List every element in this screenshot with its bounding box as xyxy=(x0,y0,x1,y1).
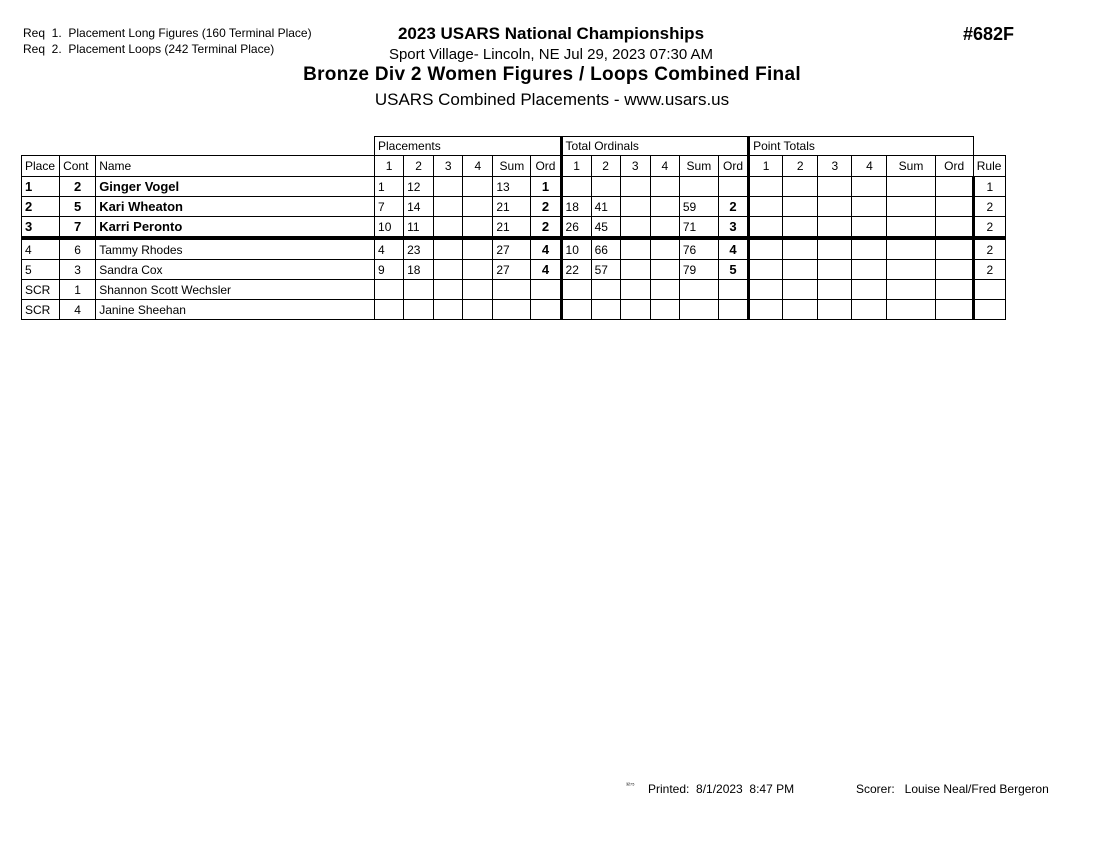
cell-points-2 xyxy=(783,197,818,217)
cell-ordinal-ord: 3 xyxy=(718,217,748,239)
cell-points-4 xyxy=(852,280,887,300)
cell-placement-4 xyxy=(463,217,493,239)
cell-ordinal-4 xyxy=(650,177,679,197)
requirement-1: Req 1. Placement Long Figures (160 Terminal Place) xyxy=(23,26,312,40)
cell-placement-4 xyxy=(463,280,493,300)
event-subtitle: USARS Combined Placements - www.usars.us xyxy=(374,90,730,109)
cell-placement-sum xyxy=(493,300,531,320)
col-header-points-2: 2 xyxy=(783,156,818,177)
column-header-row xyxy=(22,156,1006,177)
cell-placement-4 xyxy=(463,197,493,217)
cell-ordinal-3 xyxy=(620,197,650,217)
cell-place: 5 xyxy=(22,260,60,280)
table-row xyxy=(22,217,1006,239)
cell-placement-2 xyxy=(404,280,434,300)
cell-points-3 xyxy=(818,177,852,197)
table-row xyxy=(22,197,1006,217)
col-header-placement-ord: Ord xyxy=(531,156,561,177)
cell-ordinal-sum xyxy=(679,300,718,320)
cell-points-1 xyxy=(749,177,783,197)
cell-points-2 xyxy=(783,300,818,320)
cell-points-4 xyxy=(852,197,887,217)
table-row xyxy=(22,280,1006,300)
col-header-ordinal-ord: Ord xyxy=(718,156,748,177)
cell-placement-2: 12 xyxy=(404,177,434,197)
cell-name: Kari Wheaton xyxy=(96,197,375,217)
cell-ordinal-1: 10 xyxy=(561,238,591,260)
cell-ordinal-sum xyxy=(679,177,718,197)
cell-points-4 xyxy=(852,177,887,197)
cell-points-1 xyxy=(749,197,783,217)
cell-points-1 xyxy=(749,280,783,300)
col-header-placement-3: 3 xyxy=(434,156,463,177)
cell-place: SCR xyxy=(22,280,60,300)
footer-code: ³²⁷⁵ xyxy=(626,783,635,789)
table-row xyxy=(22,177,1006,197)
cell-placement-4 xyxy=(463,300,493,320)
cell-ordinal-sum: 76 xyxy=(679,238,718,260)
cell-placement-3 xyxy=(434,217,463,239)
competition-title: 2023 USARS National Championships xyxy=(397,24,705,43)
cell-ordinal-ord xyxy=(718,280,748,300)
cell-ordinal-ord xyxy=(718,177,748,197)
cell-cont: 4 xyxy=(60,300,96,320)
cell-ordinal-2 xyxy=(591,300,620,320)
cell-points-2 xyxy=(783,238,818,260)
cell-placement-ord: 4 xyxy=(531,238,561,260)
cell-rule: 1 xyxy=(973,177,1005,197)
cell-placement-3 xyxy=(434,177,463,197)
cell-place: 4 xyxy=(22,238,60,260)
cell-ordinal-1 xyxy=(561,177,591,197)
col-header-ordinal-1: 1 xyxy=(561,156,591,177)
cell-points-2 xyxy=(783,280,818,300)
cell-placement-ord: 2 xyxy=(531,197,561,217)
cell-placement-2 xyxy=(404,300,434,320)
group-header-row xyxy=(22,137,1006,156)
cell-points-1 xyxy=(749,300,783,320)
cell-points-ord xyxy=(935,217,973,239)
cell-ordinal-4 xyxy=(650,260,679,280)
cell-rule: 2 xyxy=(973,238,1005,260)
col-header-points-3: 3 xyxy=(818,156,852,177)
cell-ordinal-2: 66 xyxy=(591,238,620,260)
cell-placement-3 xyxy=(434,260,463,280)
cell-rule: 2 xyxy=(973,197,1005,217)
cell-ordinal-2: 41 xyxy=(591,197,620,217)
cell-ordinal-4 xyxy=(650,300,679,320)
cell-ordinal-ord: 5 xyxy=(718,260,748,280)
cell-placement-2: 11 xyxy=(404,217,434,239)
cell-points-3 xyxy=(818,217,852,239)
cell-ordinal-1: 18 xyxy=(561,197,591,217)
cell-placement-ord: 4 xyxy=(531,260,561,280)
cell-name: Tammy Rhodes xyxy=(96,238,375,260)
cell-points-3 xyxy=(818,300,852,320)
cell-placement-sum: 27 xyxy=(493,238,531,260)
cell-ordinal-sum: 71 xyxy=(679,217,718,239)
cell-ordinal-1: 26 xyxy=(561,217,591,239)
cell-ordinal-ord: 2 xyxy=(718,197,748,217)
cell-ordinal-sum: 79 xyxy=(679,260,718,280)
cell-ordinal-2: 45 xyxy=(591,217,620,239)
cell-points-4 xyxy=(852,217,887,239)
cell-placement-ord xyxy=(531,280,561,300)
printed-timestamp: Printed: 8/1/2023 8:47 PM xyxy=(648,782,795,796)
cell-placement-ord: 1 xyxy=(531,177,561,197)
cell-rule xyxy=(973,280,1005,300)
cell-points-sum xyxy=(887,300,935,320)
cell-ordinal-4 xyxy=(650,197,679,217)
cell-points-sum xyxy=(887,238,935,260)
cell-placement-4 xyxy=(463,177,493,197)
cell-points-sum xyxy=(887,177,935,197)
table-row xyxy=(22,300,1006,320)
table-row xyxy=(22,238,1006,260)
cell-placement-sum: 21 xyxy=(493,197,531,217)
cell-placement-1: 10 xyxy=(375,217,404,239)
cell-placement-sum: 27 xyxy=(493,260,531,280)
cell-points-3 xyxy=(818,238,852,260)
cell-points-ord xyxy=(935,280,973,300)
cell-place: SCR xyxy=(22,300,60,320)
cell-ordinal-3 xyxy=(620,260,650,280)
cell-ordinal-4 xyxy=(650,238,679,260)
cell-placement-2: 18 xyxy=(404,260,434,280)
cell-points-2 xyxy=(783,217,818,239)
cell-rule: 2 xyxy=(973,260,1005,280)
event-number: #682F xyxy=(963,24,1015,44)
cell-placement-1: 1 xyxy=(375,177,404,197)
cell-ordinal-3 xyxy=(620,238,650,260)
cell-ordinal-sum: 59 xyxy=(679,197,718,217)
cell-name: Shannon Scott Wechsler xyxy=(96,280,375,300)
cell-place: 3 xyxy=(22,217,60,239)
group-total-ordinals: Total Ordinals xyxy=(561,137,749,156)
cell-ordinal-3 xyxy=(620,217,650,239)
cell-cont: 6 xyxy=(60,238,96,260)
col-header-ordinal-sum: Sum xyxy=(679,156,718,177)
cell-name: Sandra Cox xyxy=(96,260,375,280)
cell-points-3 xyxy=(818,280,852,300)
cell-placement-1: 9 xyxy=(375,260,404,280)
cell-name: Janine Sheehan xyxy=(96,300,375,320)
col-header-points-sum: Sum xyxy=(887,156,935,177)
cell-placement-sum: 21 xyxy=(493,217,531,239)
cell-ordinal-1 xyxy=(561,300,591,320)
cell-ordinal-1: 22 xyxy=(561,260,591,280)
cell-ordinal-ord xyxy=(718,300,748,320)
cell-points-3 xyxy=(818,197,852,217)
group-placements: Placements xyxy=(375,137,562,156)
cell-placement-sum xyxy=(493,280,531,300)
col-header-place: Place xyxy=(22,156,60,177)
cell-ordinal-4 xyxy=(650,217,679,239)
cell-points-ord xyxy=(935,300,973,320)
cell-points-4 xyxy=(852,238,887,260)
col-header-placement-4: 4 xyxy=(463,156,493,177)
cell-placement-ord: 2 xyxy=(531,217,561,239)
cell-points-2 xyxy=(783,260,818,280)
cell-points-sum xyxy=(887,280,935,300)
venue-date: Sport Village- Lincoln, NE Jul 29, 2023 07:30 AM xyxy=(388,46,714,63)
cell-cont: 7 xyxy=(60,217,96,239)
cell-placement-3 xyxy=(434,300,463,320)
col-header-placement-2: 2 xyxy=(404,156,434,177)
cell-name: Ginger Vogel xyxy=(96,177,375,197)
cell-points-ord xyxy=(935,238,973,260)
requirement-2: Req 2. Placement Loops (242 Terminal Place) xyxy=(23,42,275,56)
cell-ordinal-sum xyxy=(679,280,718,300)
cell-points-sum xyxy=(887,217,935,239)
scorer-names: Scorer: Louise Neal/Fred Bergeron xyxy=(856,782,1049,796)
cell-ordinal-ord: 4 xyxy=(718,238,748,260)
cell-ordinal-3 xyxy=(620,280,650,300)
cell-placement-3 xyxy=(434,238,463,260)
cell-placement-4 xyxy=(463,238,493,260)
cell-cont: 5 xyxy=(60,197,96,217)
cell-points-1 xyxy=(749,238,783,260)
cell-ordinal-3 xyxy=(620,300,650,320)
cell-place: 1 xyxy=(22,177,60,197)
cell-placement-2: 14 xyxy=(404,197,434,217)
cell-ordinal-1 xyxy=(561,280,591,300)
col-header-placement-sum: Sum xyxy=(493,156,531,177)
cell-placement-ord xyxy=(531,300,561,320)
cell-ordinal-2 xyxy=(591,177,620,197)
cell-place: 2 xyxy=(22,197,60,217)
table-row xyxy=(22,260,1006,280)
cell-cont: 2 xyxy=(60,177,96,197)
cell-points-sum xyxy=(887,260,935,280)
cell-points-sum xyxy=(887,197,935,217)
cell-points-4 xyxy=(852,260,887,280)
cell-placement-sum: 13 xyxy=(493,177,531,197)
cell-ordinal-2: 57 xyxy=(591,260,620,280)
cell-points-ord xyxy=(935,177,973,197)
cell-cont: 1 xyxy=(60,280,96,300)
col-header-ordinal-4: 4 xyxy=(650,156,679,177)
cell-points-2 xyxy=(783,177,818,197)
cell-name: Karri Peronto xyxy=(96,217,375,239)
cell-placement-1 xyxy=(375,300,404,320)
cell-placement-3 xyxy=(434,197,463,217)
col-header-points-1: 1 xyxy=(749,156,783,177)
col-header-ordinal-2: 2 xyxy=(591,156,620,177)
col-header-rule: Rule xyxy=(973,156,1005,177)
cell-placement-1 xyxy=(375,280,404,300)
cell-placement-4 xyxy=(463,260,493,280)
col-header-points-ord: Ord xyxy=(935,156,973,177)
cell-points-1 xyxy=(749,217,783,239)
cell-rule: 2 xyxy=(973,217,1005,239)
cell-points-ord xyxy=(935,260,973,280)
group-point-totals: Point Totals xyxy=(749,137,974,156)
cell-ordinal-4 xyxy=(650,280,679,300)
col-header-ordinal-3: 3 xyxy=(620,156,650,177)
col-header-cont: Cont xyxy=(60,156,96,177)
cell-placement-3 xyxy=(434,280,463,300)
cell-points-4 xyxy=(852,300,887,320)
cell-points-3 xyxy=(818,260,852,280)
results-table xyxy=(21,136,1006,320)
cell-placement-1: 4 xyxy=(375,238,404,260)
col-header-placement-1: 1 xyxy=(375,156,404,177)
cell-placement-2: 23 xyxy=(404,238,434,260)
cell-ordinal-3 xyxy=(620,177,650,197)
cell-placement-1: 7 xyxy=(375,197,404,217)
event-title: Bronze Div 2 Women Figures / Loops Combined Final xyxy=(303,64,801,85)
col-header-points-4: 4 xyxy=(852,156,887,177)
cell-ordinal-2 xyxy=(591,280,620,300)
cell-cont: 3 xyxy=(60,260,96,280)
cell-points-1 xyxy=(749,260,783,280)
col-header-name: Name xyxy=(96,156,375,177)
cell-rule xyxy=(973,300,1005,320)
cell-points-ord xyxy=(935,197,973,217)
